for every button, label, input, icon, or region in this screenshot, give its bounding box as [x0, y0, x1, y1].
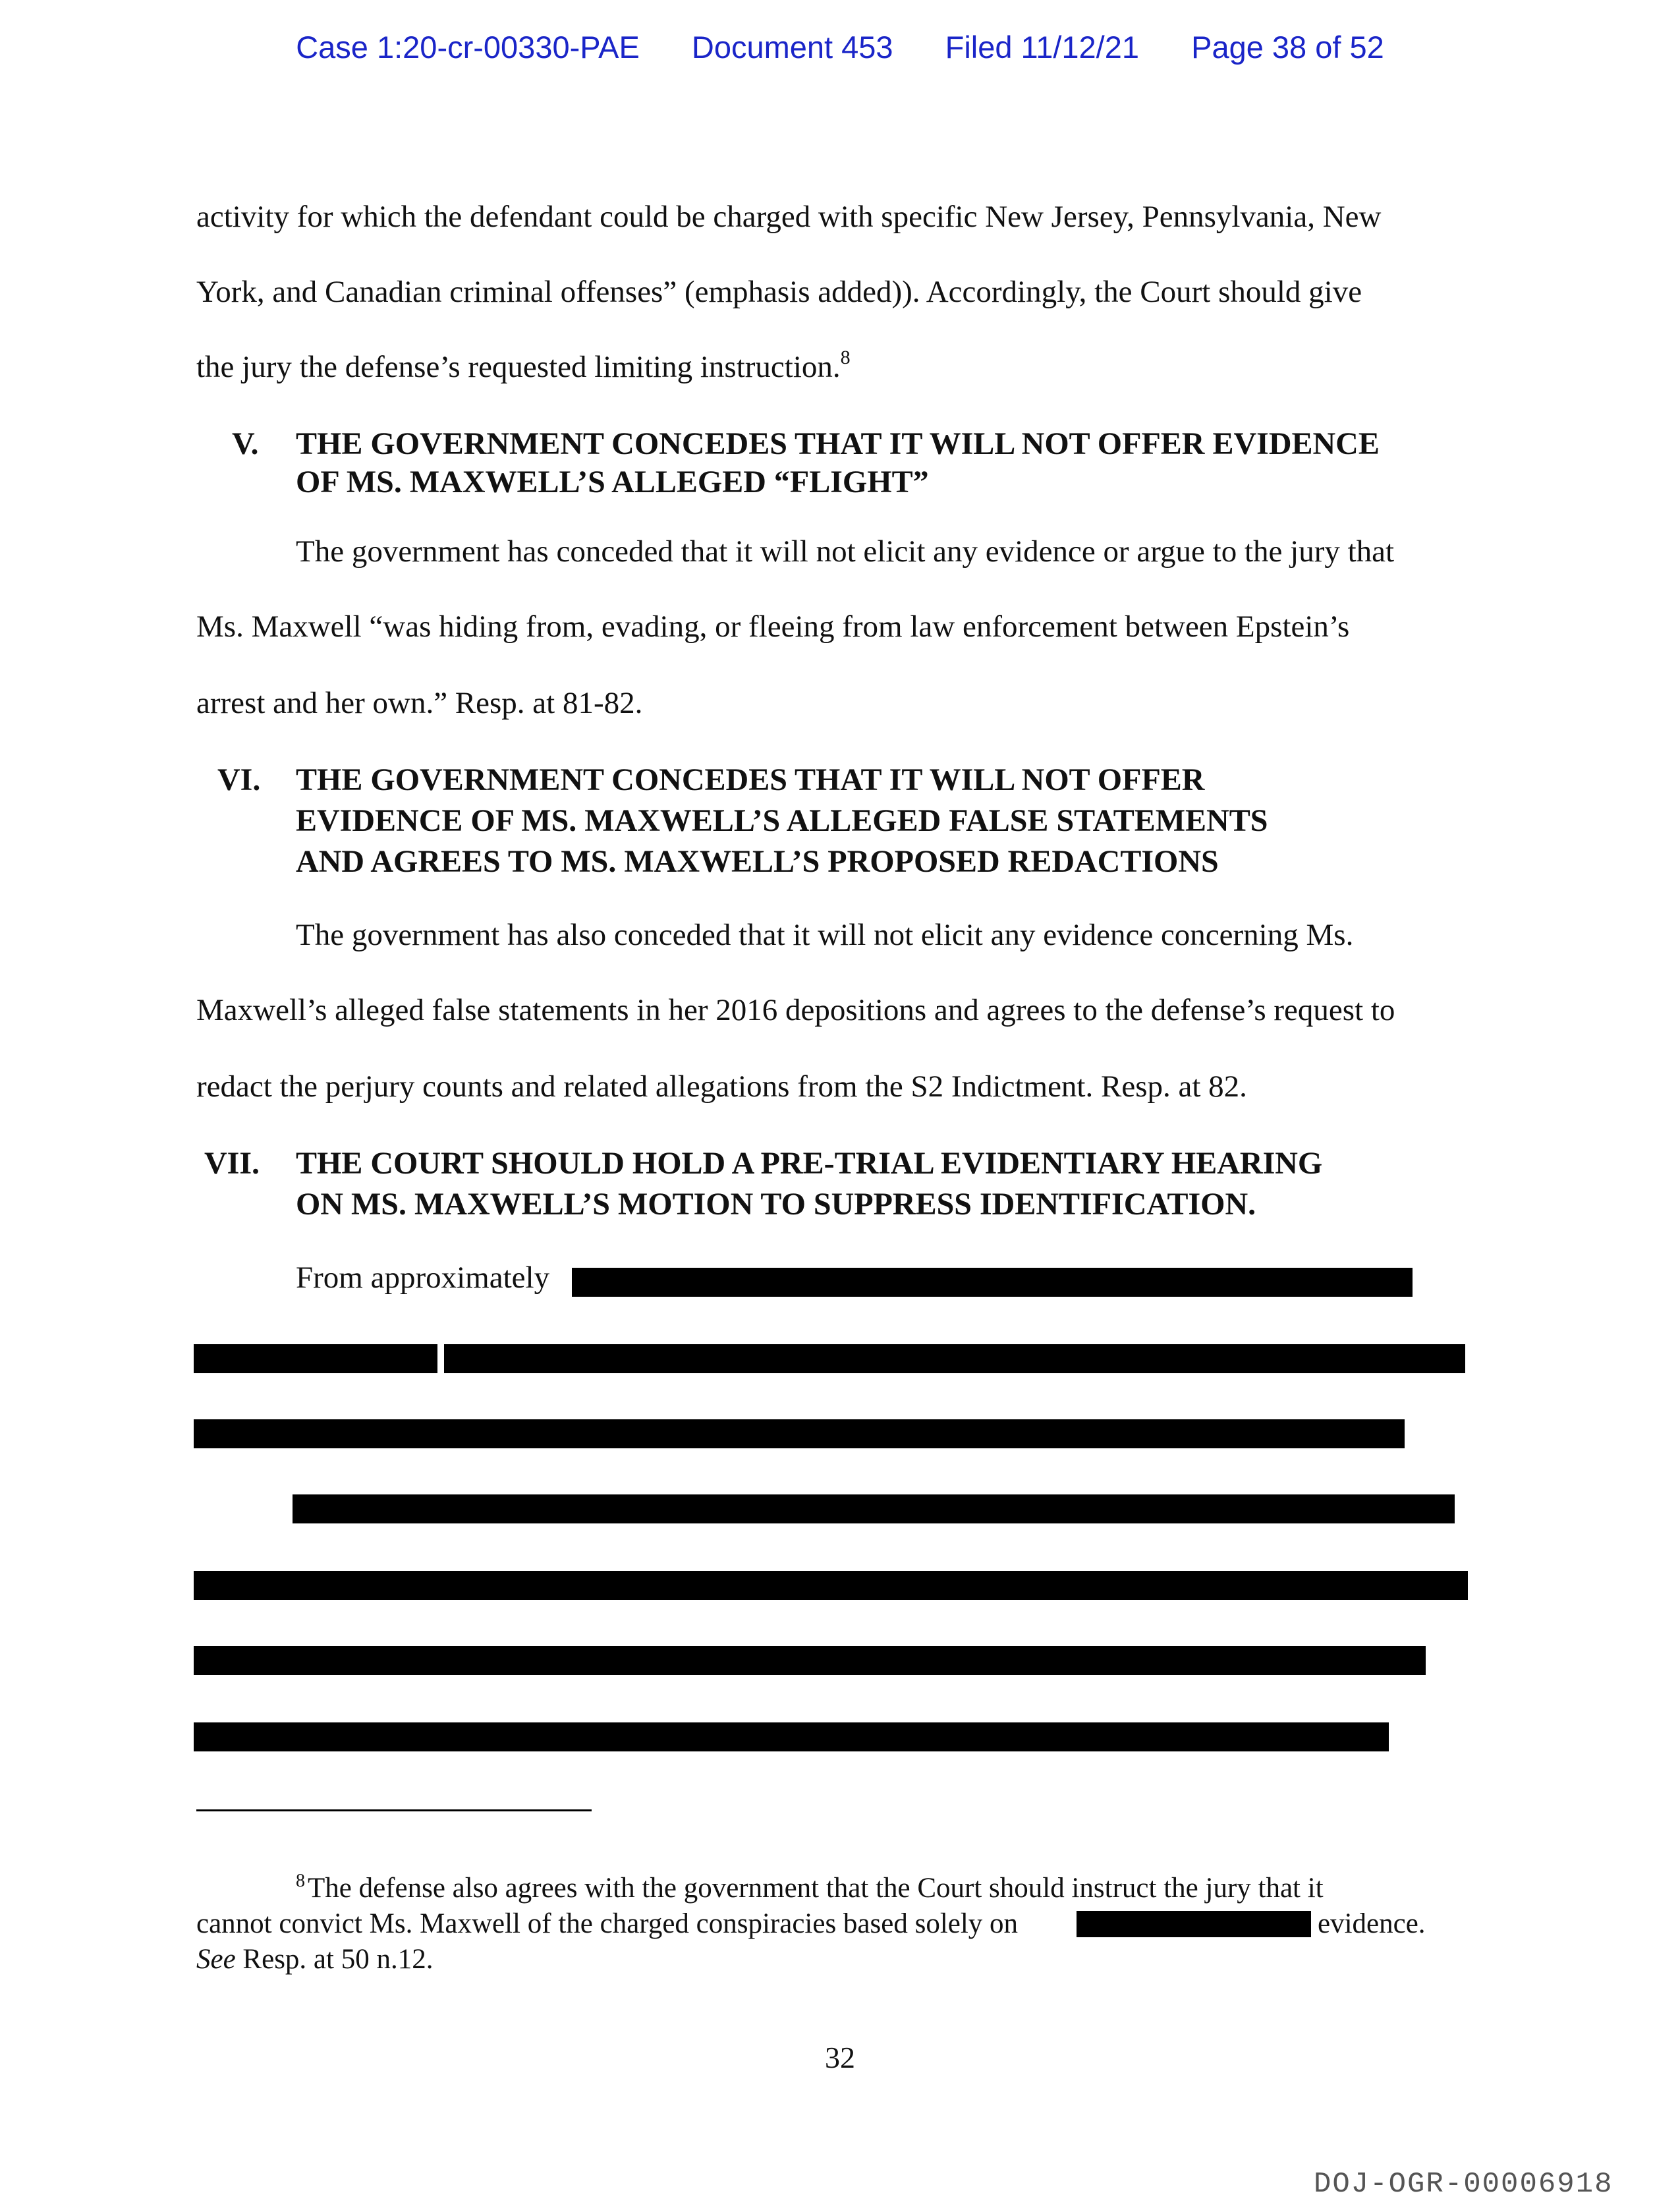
footnote-number: 8	[296, 1871, 305, 1891]
case-number: Case 1:20-cr-00330-PAE	[296, 30, 640, 65]
body-line: From approximately	[296, 1261, 550, 1295]
body-line: Ms. Maxwell “was hiding from, evading, or fleeing from law enforcement between Epstein’s	[196, 610, 1350, 644]
body-line: redact the perjury counts and related allegations from the S2 Indictment. Resp. at 82.	[196, 1069, 1247, 1104]
redaction-bar	[293, 1494, 1455, 1523]
footnote-line	[196, 1945, 433, 1973]
page-of: Page 38 of 52	[1191, 30, 1384, 65]
redaction-bar	[194, 1722, 1389, 1751]
section-heading-line: THE GOVERNMENT CONCEDES THAT IT WILL NOT OFFER EVIDENCE	[296, 426, 1380, 461]
footnote-text: The defense also agrees with the government that the Court should instruct the jury that it	[308, 1873, 1324, 1904]
redaction-bar	[194, 1344, 437, 1373]
redaction-bar	[194, 1646, 1426, 1675]
footnote-ref: 8	[840, 347, 851, 368]
section-heading-line: OF MS. MAXWELL’S ALLEGED “FLIGHT”	[296, 465, 929, 499]
footnote-signal: See	[196, 1944, 236, 1975]
section-numeral: VI.	[217, 762, 261, 797]
body-line: Maxwell’s alleged false statements in her 2016 depositions and agrees to the defense’s request to	[196, 993, 1395, 1027]
body-line: The government has conceded that it will not elicit any evidence or argue to the jury that	[296, 534, 1395, 569]
document-number: Document 453	[691, 30, 893, 65]
section-heading-line: EVIDENCE OF MS. MAXWELL’S ALLEGED FALSE STATEMENTS	[296, 803, 1268, 838]
footnote-separator	[196, 1809, 592, 1811]
body-line: The government has also conceded that it will not elicit any evidence concerning Ms.	[296, 918, 1354, 952]
body-line: arrest and her own.” Resp. at 81-82.	[196, 686, 643, 720]
footnote-citation: Resp. at 50 n.12.	[235, 1944, 434, 1975]
body-line-text: the jury the defense’s requested limiting instruction.	[196, 350, 841, 384]
body-line	[196, 347, 851, 384]
body-line: York, and Canadian criminal offenses” (emphasis added)). Accordingly, the Court should give	[196, 275, 1362, 309]
footnote-redaction-bar	[1077, 1911, 1311, 1937]
section-numeral: VII.	[204, 1146, 260, 1181]
footnote-line	[296, 1871, 1324, 1904]
redaction-bar	[194, 1571, 1468, 1600]
case-header	[0, 29, 1680, 65]
section-heading-line: THE GOVERNMENT CONCEDES THAT IT WILL NOT OFFER	[296, 762, 1205, 797]
section-heading-line: THE COURT SHOULD HOLD A PRE-TRIAL EVIDENTIARY HEARING	[296, 1146, 1323, 1181]
filed-date: Filed 11/12/21	[945, 30, 1140, 65]
body-line: activity for which the defendant could be charged with specific New Jersey, Pennsylvania, New	[196, 200, 1382, 234]
section-numeral: V.	[232, 426, 259, 461]
section-heading-line: AND AGREES TO MS. MAXWELL’S PROPOSED REDACTIONS	[296, 844, 1219, 879]
footnote-line: cannot convict Ms. Maxwell of the charged conspiracies based solely on	[196, 1908, 1019, 1939]
page-number: 32	[825, 2041, 855, 2074]
section-heading-line: ON MS. MAXWELL’S MOTION TO SUPPRESS IDENTIFICATION.	[296, 1187, 1256, 1222]
bates-number: DOJ-OGR-00006918	[1314, 2168, 1613, 2201]
redaction-bar	[194, 1419, 1405, 1448]
redaction-bar	[572, 1268, 1413, 1297]
footnote-line-end: evidence.	[1318, 1908, 1426, 1939]
redaction-bar	[444, 1344, 1465, 1373]
